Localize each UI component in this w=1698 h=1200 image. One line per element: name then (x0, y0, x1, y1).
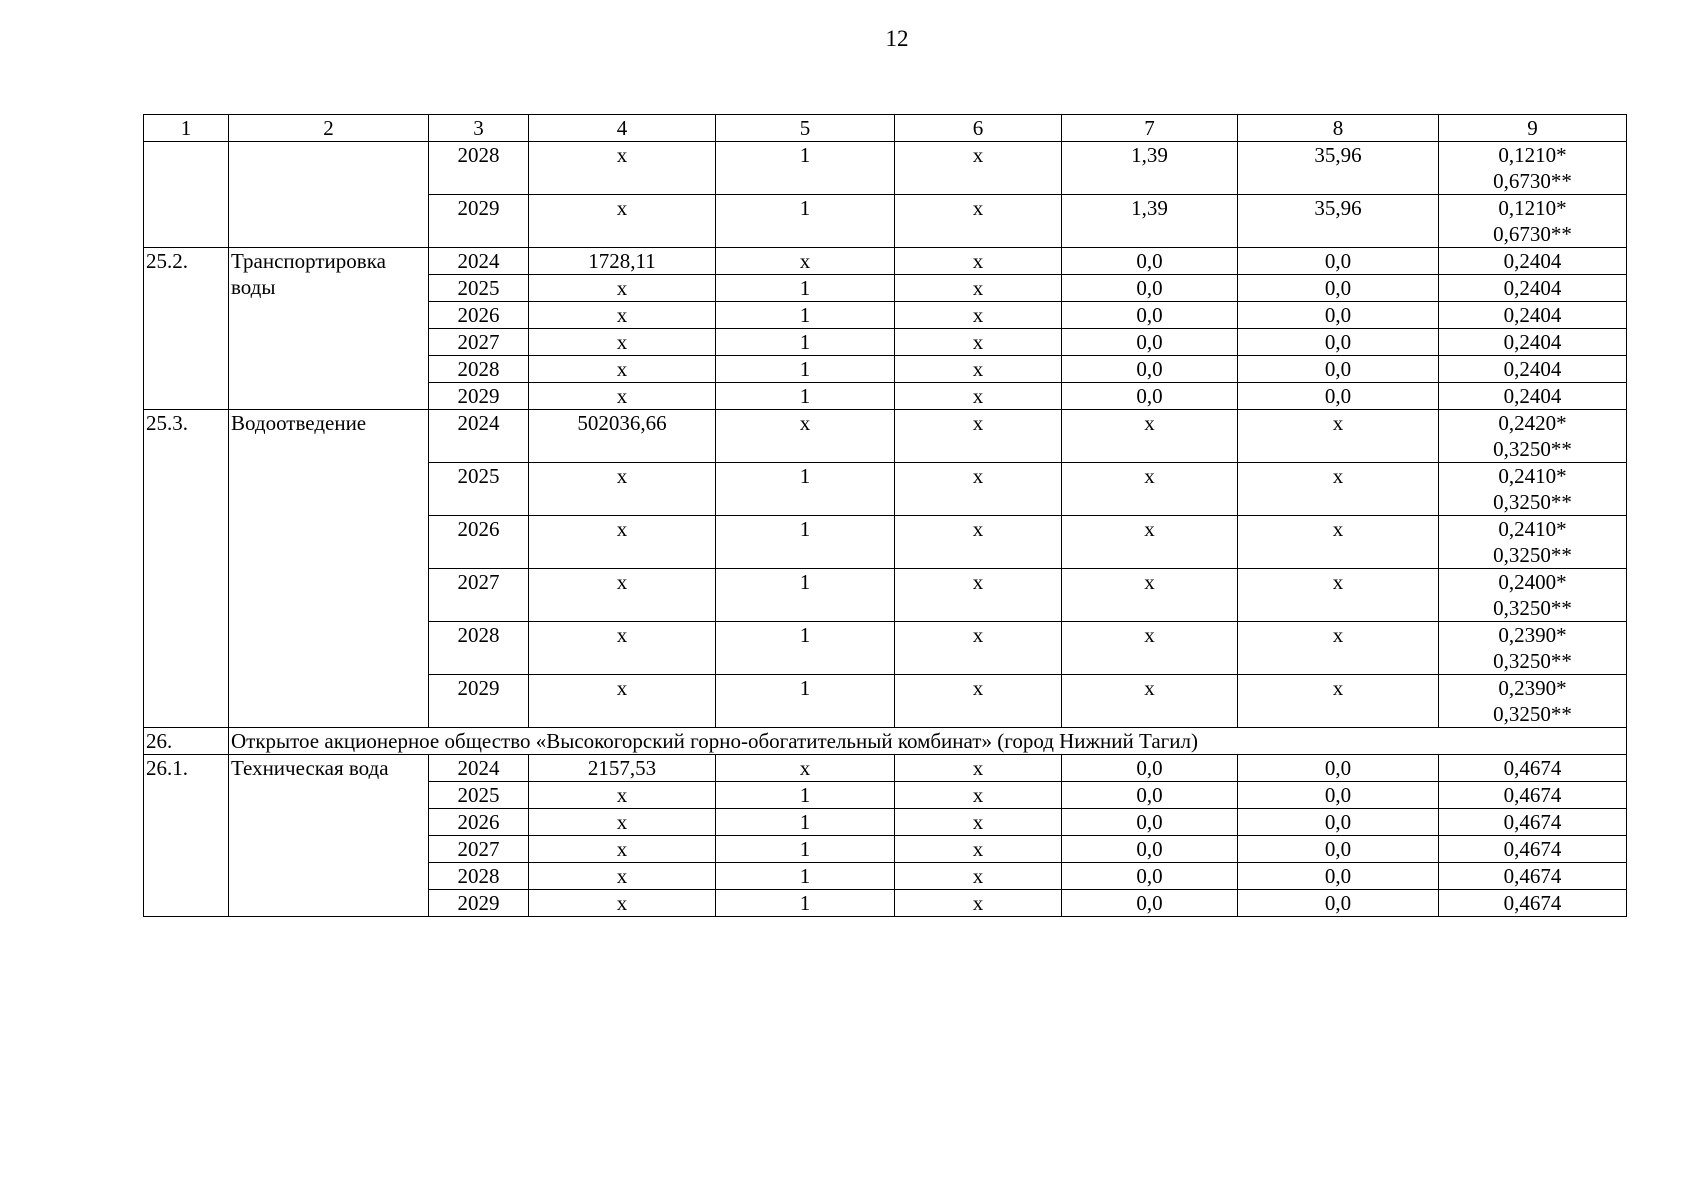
table-cell: 1 (716, 622, 895, 675)
table-cell: x (716, 248, 895, 275)
table-cell: 2028 (429, 863, 529, 890)
table-cell: 2024 (429, 248, 529, 275)
table-cell: 1 (716, 516, 895, 569)
table-cell: 1 (716, 329, 895, 356)
header-row (144, 115, 1627, 142)
value-line: 0,2420* (1498, 411, 1567, 435)
table-cell: x (529, 356, 716, 383)
value-line: 0,2400* (1498, 570, 1567, 594)
table-cell: 0,2404 (1439, 329, 1627, 356)
table-cell: x (895, 410, 1062, 463)
table-cell: 2028 (429, 142, 529, 195)
table-cell: 1 (716, 782, 895, 809)
table-cell: 26. (144, 728, 229, 755)
table-cell: 0,0 (1238, 302, 1439, 329)
table-cell: x (895, 836, 1062, 863)
table-cell: 0,4674 (1439, 782, 1627, 809)
value-line: 0,3250** (1493, 543, 1572, 567)
table-cell: x (895, 622, 1062, 675)
table-cell: x (895, 516, 1062, 569)
table-cell: 0,0 (1238, 275, 1439, 302)
header-cell: 2 (229, 115, 429, 142)
table-cell: 1 (716, 302, 895, 329)
value-line: 0,3250** (1493, 649, 1572, 673)
table-cell: Техническая вода (229, 755, 429, 917)
table-cell: x (529, 890, 716, 917)
table-cell: 0,0 (1062, 782, 1238, 809)
table-cell: 2029 (429, 675, 529, 728)
table-cell: 0,0 (1238, 863, 1439, 890)
header-cell: 3 (429, 115, 529, 142)
table-cell: x (1062, 622, 1238, 675)
table-cell: x (529, 302, 716, 329)
table-cell: 0,0 (1062, 890, 1238, 917)
table-cell: x (895, 755, 1062, 782)
table-cell: 0,0 (1238, 329, 1439, 356)
value-line: 0,2410* (1498, 464, 1567, 488)
table-cell: x (895, 248, 1062, 275)
table-cell: x (1238, 622, 1439, 675)
table-cell: x (895, 195, 1062, 248)
table-cell: Водоотведение (229, 410, 429, 728)
table-cell: x (529, 463, 716, 516)
table-cell: 1 (716, 275, 895, 302)
table-cell: 502036,66 (529, 410, 716, 463)
table-cell: 0,0 (1062, 248, 1238, 275)
table-cell (1439, 675, 1627, 728)
table-cell: x (1238, 410, 1439, 463)
table-cell: 0,0 (1238, 836, 1439, 863)
header-cell: 6 (895, 115, 1062, 142)
table-cell: 0,0 (1062, 302, 1238, 329)
table-cell: 35,96 (1238, 195, 1439, 248)
value-line: 0,2390* (1498, 623, 1567, 647)
table-cell: x (529, 836, 716, 863)
table-cell: 2028 (429, 356, 529, 383)
table-cell: x (895, 329, 1062, 356)
header-cell: 4 (529, 115, 716, 142)
table-cell: 35,96 (1238, 142, 1439, 195)
table-cell: 25.3. (144, 410, 229, 728)
table-cell: 2026 (429, 516, 529, 569)
table-cell: x (895, 302, 1062, 329)
table-cell: 2026 (429, 302, 529, 329)
value-line: 0,3250** (1493, 490, 1572, 514)
table-cell: 0,2404 (1439, 275, 1627, 302)
table-cell: 2027 (429, 329, 529, 356)
value-line: 0,1210* (1498, 143, 1567, 167)
table-cell (1439, 516, 1627, 569)
table-cell: 2025 (429, 782, 529, 809)
table-cell (1439, 410, 1627, 463)
header-cell: 9 (1439, 115, 1627, 142)
table-cell: x (529, 142, 716, 195)
table-cell: x (1238, 463, 1439, 516)
table-cell: x (895, 675, 1062, 728)
table-cell: 2027 (429, 836, 529, 863)
table-cell: x (529, 782, 716, 809)
table-cell: 1,39 (1062, 142, 1238, 195)
table-cell: 1 (716, 195, 895, 248)
table-cell: 0,2404 (1439, 356, 1627, 383)
table-row (144, 410, 1627, 463)
table-cell: 0,0 (1238, 782, 1439, 809)
tariff-table (143, 114, 1627, 917)
table-cell: 2028 (429, 622, 529, 675)
table-cell: 0,4674 (1439, 836, 1627, 863)
table-cell: 0,0 (1238, 356, 1439, 383)
table-cell: 0,4674 (1439, 755, 1627, 782)
table-cell: x (895, 275, 1062, 302)
table-cell: x (895, 356, 1062, 383)
table-cell: x (895, 809, 1062, 836)
table-cell: 0,0 (1238, 809, 1439, 836)
section-name-line: Транспортировка (231, 249, 386, 273)
table-cell: x (1238, 569, 1439, 622)
table-cell: x (895, 383, 1062, 410)
table-cell: x (895, 782, 1062, 809)
table-cell: x (529, 195, 716, 248)
table-cell: 1 (716, 383, 895, 410)
value-line: 0,2410* (1498, 517, 1567, 541)
table-cell (229, 248, 429, 410)
table-cell (1439, 463, 1627, 516)
table-cell: Открытое акционерное общество «Высокогорский горно-обогатительный комбинат» (город Нижний Тагил) (229, 728, 1627, 755)
header-cell: 8 (1238, 115, 1439, 142)
table-cell: x (895, 569, 1062, 622)
table-cell: 2025 (429, 275, 529, 302)
table-cell: 2025 (429, 463, 529, 516)
table-cell: 0,0 (1238, 248, 1439, 275)
table-cell: 1,39 (1062, 195, 1238, 248)
table-cell: x (895, 890, 1062, 917)
table-cell: 0,4674 (1439, 809, 1627, 836)
table-cell: 0,2404 (1439, 302, 1627, 329)
table-cell: 1 (716, 675, 895, 728)
table-cell: x (529, 275, 716, 302)
table-cell: x (1062, 463, 1238, 516)
table-cell: 0,2404 (1439, 383, 1627, 410)
table-cell: 0,0 (1062, 356, 1238, 383)
table-cell (1439, 195, 1627, 248)
table-cell: 0,0 (1062, 275, 1238, 302)
table-cell: x (895, 463, 1062, 516)
table-cell: 0,0 (1238, 890, 1439, 917)
value-line: 0,6730** (1493, 222, 1572, 246)
table-cell: 0,0 (1062, 383, 1238, 410)
page-number: 12 (885, 26, 909, 51)
table-cell: 0,4674 (1439, 863, 1627, 890)
table-cell (1439, 142, 1627, 195)
table-cell: x (1238, 516, 1439, 569)
table-cell: 2027 (429, 569, 529, 622)
table-cell: 0,0 (1062, 755, 1238, 782)
table-cell: 1 (716, 863, 895, 890)
table-cell: 2024 (429, 755, 529, 782)
header-cell: 5 (716, 115, 895, 142)
table-cell: x (716, 755, 895, 782)
table-cell: 2029 (429, 195, 529, 248)
table-cell: 2029 (429, 383, 529, 410)
value-line: 0,6730** (1493, 169, 1572, 193)
table-cell: 0,0 (1062, 809, 1238, 836)
table-cell: 1 (716, 890, 895, 917)
table-cell: 26.1. (144, 755, 229, 917)
table-cell: 1 (716, 809, 895, 836)
table-cell: 1 (716, 569, 895, 622)
table-cell: x (895, 142, 1062, 195)
organization-row (144, 728, 1627, 755)
table-cell: x (529, 383, 716, 410)
table-cell: x (716, 410, 895, 463)
header-cell: 1 (144, 115, 229, 142)
value-line: 0,1210* (1498, 196, 1567, 220)
table-cell: 2157,53 (529, 755, 716, 782)
table-cell: 0,0 (1238, 755, 1439, 782)
header-cell: 7 (1062, 115, 1238, 142)
value-line: 0,2390* (1498, 676, 1567, 700)
table-cell: x (529, 809, 716, 836)
value-line: 0,3250** (1493, 596, 1572, 620)
table-cell: 1 (716, 142, 895, 195)
table-cell: 0,0 (1062, 836, 1238, 863)
table-cell: 25.2. (144, 248, 229, 410)
table-cell: x (529, 622, 716, 675)
table-cell: x (1062, 410, 1238, 463)
table-cell: 0,4674 (1439, 890, 1627, 917)
value-line: 0,3250** (1493, 437, 1572, 461)
table-cell (1439, 569, 1627, 622)
table-cell: 0,0 (1062, 329, 1238, 356)
table-cell: 2029 (429, 890, 529, 917)
table-cell: x (1238, 675, 1439, 728)
table-cell: 0,0 (1238, 383, 1439, 410)
table-body (144, 115, 1627, 917)
table-cell: x (895, 863, 1062, 890)
table-cell (144, 142, 229, 248)
table-cell: 1 (716, 463, 895, 516)
table-cell: 0,2404 (1439, 248, 1627, 275)
table-row (144, 248, 1627, 275)
table-cell (229, 142, 429, 248)
table-cell: 1 (716, 356, 895, 383)
table-cell: x (529, 516, 716, 569)
value-line: 0,3250** (1493, 702, 1572, 726)
table-cell: 1728,11 (529, 248, 716, 275)
table-cell: 2026 (429, 809, 529, 836)
table-row (144, 755, 1627, 782)
section-name-line: воды (231, 275, 276, 299)
table-cell: x (1062, 516, 1238, 569)
table-cell: 2024 (429, 410, 529, 463)
table-cell: 0,0 (1062, 863, 1238, 890)
table-cell: x (529, 329, 716, 356)
table-cell (1439, 622, 1627, 675)
table-cell: x (529, 863, 716, 890)
table-cell: x (1062, 569, 1238, 622)
table-cell: x (1062, 675, 1238, 728)
table-cell: x (529, 569, 716, 622)
table-cell: 1 (716, 836, 895, 863)
table-cell: x (529, 675, 716, 728)
table-row (144, 142, 1627, 195)
